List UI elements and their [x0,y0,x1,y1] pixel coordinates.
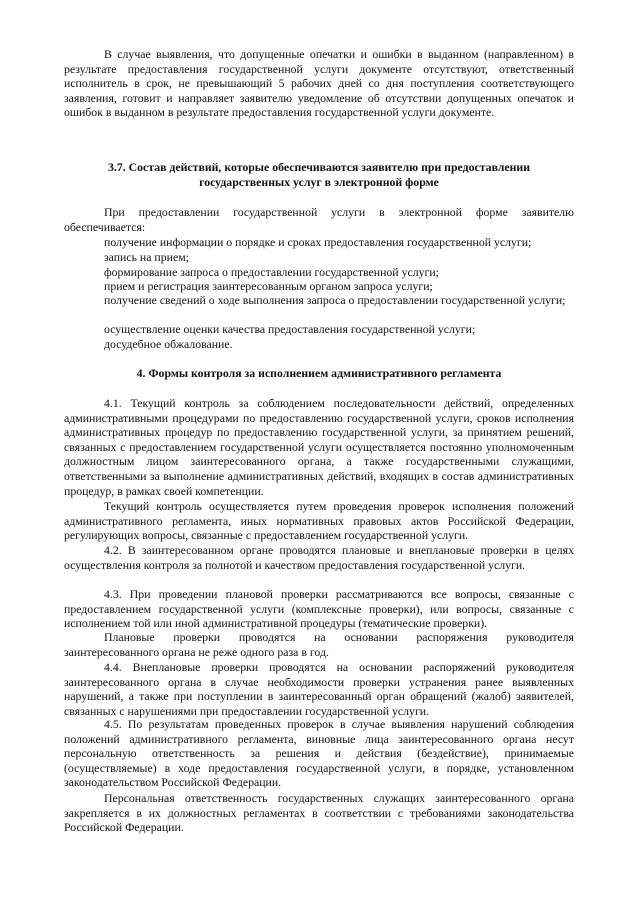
section-4-heading: 4. Формы контроля за исполнением административного регламента [136,366,502,380]
section-3-7-heading-line1: 3.7. Состав действий, которые обеспечиваются заявителю при предоставлении [107,160,531,174]
list-item: формирование запроса о предоставлении государственной услуги; [104,265,439,279]
paragraph-4-3-b: Плановые проверки проводятся на основании распоряжения руководителя заинтересованного органа не реже одного раза в год. [64,630,574,659]
section-3-7-heading-line2: государственных услуг в электронной форме [199,175,439,189]
paragraph-4-2: 4.2. В заинтересованном органе проводятся плановые и внеплановые проверки в целях осуществления контроля за полнотой и качеством предоставления государственной услуги. [64,543,574,572]
paragraph-4-4: 4.4. Внеплановые проверки проводятся на основании распоряжений руководителя заинтересованного органа в случае необходимости проверки устранения ранее выявленных нарушений, а также при поступлении в заинтересованный орган обращений (жалоб) заявителей, связанных с нарушениями при предоставлении государственной услуги. [64,660,574,718]
list-item: осуществление оценки качества предоставления государственной услуги; [104,322,476,336]
list-item: получение сведений о ходе выполнения запроса о предоставлении государственной услуги; [104,293,566,307]
paragraph-4-5-b: Персональная ответственность государственных служащих заинтересованного органа закрепляется в их должностных регламентах в соответствии с требованиями законодательства Российской Федерации. [64,791,574,835]
paragraph-4-3: 4.3. При проведении плановой проверки рассматриваются все вопросы, связанные с предоставлением государственной услуги (комплексные проверки), или вопросы, связанные с исполнением той или иной административной процедуры (тематические проверки). [64,587,574,631]
list-item: получение информации о порядке и сроках предоставления государственной услуги; [104,235,532,249]
paragraph-electronic-form-intro: При предоставлении государственной услуги в электронной форме заявителю обеспечивается: [64,205,574,234]
list-item: досудебное обжалование. [104,337,233,351]
paragraph-4-5: 4.5. По результатам проведенных проверок в случае выявления нарушений соблюдения положений административного регламента, виновные лица заинтересованного органа несут персональную ответственность за решения и действия (бездействие), принимаемые (осуществляемые) в ходе предоставления государственной услуги, в порядке, установленном законодательством Российской Федерации. [64,717,574,790]
paragraph-4-1-b: Текущий контроль осуществляется путем проведения проверок исполнения положений административного регламента, иных нормативных правовых актов Российской Федерации, регулирующих вопросы, связанные с предоставлением государственной услуги. [64,499,574,543]
list-item: прием и регистрация заинтересованным органом запроса услуги; [104,279,433,293]
paragraph-typo-absence: В случае выявления, что допущенные опечатки и ошибки в выданном (направленном) в результате предоставления государственной услуги документе отсутствуют, ответственный исполнитель в срок, не превышающий 5 рабочих дней со дня поступления соответствующего заявления, готовит и направляет заявителю уведомление об отсутствии допущенных опечаток и ошибок в выданном в результате предоставления государственной услуги документе. [64,47,574,120]
paragraph-4-1: 4.1. Текущий контроль за соблюдением последовательности действий, определенных административными процедурами по предоставлению государственной услуги, сроков исполнения административных процедур по предоставлению государственной услуги, за принятием решений, связанных с предоставлением государственной услуги осуществляется постоянно уполномоченным должностным лицом заинтересованного органа, а также государственными служащими, ответственными за выполнение административных действий, входящих в состав административных процедур, в рамках своей компетенции. [64,396,574,498]
list-item: запись на прием; [104,250,189,264]
